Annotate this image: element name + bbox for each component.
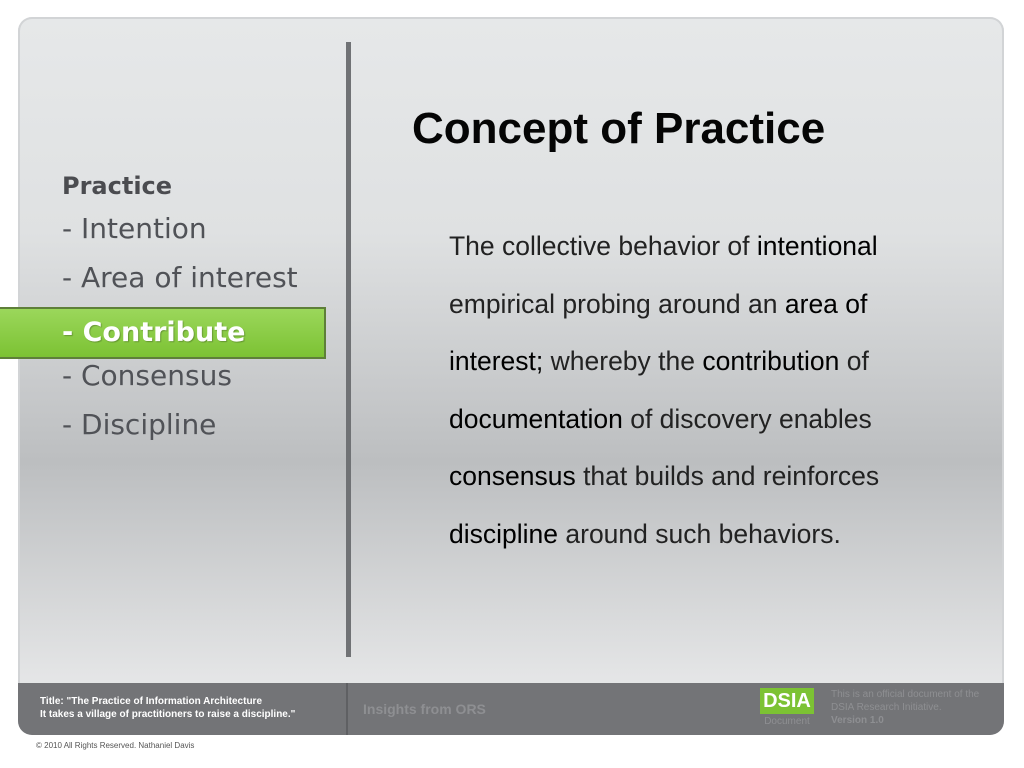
keyword-area-of-interest: area of interest; [449,288,868,376]
keyword-discipline: discipline [449,518,559,549]
footer-bar [18,683,1004,735]
body-paragraph [449,218,959,563]
footer-insights: Insights from ORS [363,701,486,717]
keyword-intentional: intentional [756,231,878,261]
page-title: Concept of Practice [412,104,826,153]
sidebar-item-intention[interactable]: - Intention [62,212,207,245]
official-line-1: This is an official document of the [831,689,980,700]
sidebar-item-area-of-interest[interactable]: - Area of interest [62,261,298,294]
copyright-notice: © 2010 All Rights Reserved. Nathaniel Davis [36,741,195,750]
dsia-logo-subtitle: Document [764,716,810,727]
footer-title-line-1: Title: "The Practice of Information Architecture [40,696,263,707]
official-line-2: DSIA Research Initiative. [831,702,942,713]
footer-title-line-2: It takes a village of practitioners to raise a discipline." [40,709,296,720]
sidebar-item-discipline[interactable]: - Discipline [62,408,217,441]
body-text-2: empirical probing around an [449,288,785,319]
body-text-3: whereby the [543,346,703,376]
sidebar-item-consensus[interactable]: - Consensus [62,359,232,392]
keyword-contribution: contribution [702,346,840,376]
version-label: Version 1.0 [831,715,884,726]
vertical-divider [346,42,351,657]
keyword-consensus: consensus [449,461,576,491]
sidebar-item-contribute-active[interactable]: - Contribute [0,307,326,359]
body-text-5: of discovery enables [622,403,872,434]
footer-divider [346,683,348,735]
sidebar-heading: Practice [62,172,173,200]
body-text-4: of [839,346,869,376]
body-text-1: The collective behavior of [449,231,757,261]
keyword-documentation: documentation [449,403,623,434]
body-text-7: around such behaviors. [558,518,841,549]
footer-document-title [40,695,295,721]
dsia-logo-badge: DSIA [760,688,814,714]
footer-official-note [831,688,999,727]
body-text-6: that builds and reinforces [575,461,880,491]
